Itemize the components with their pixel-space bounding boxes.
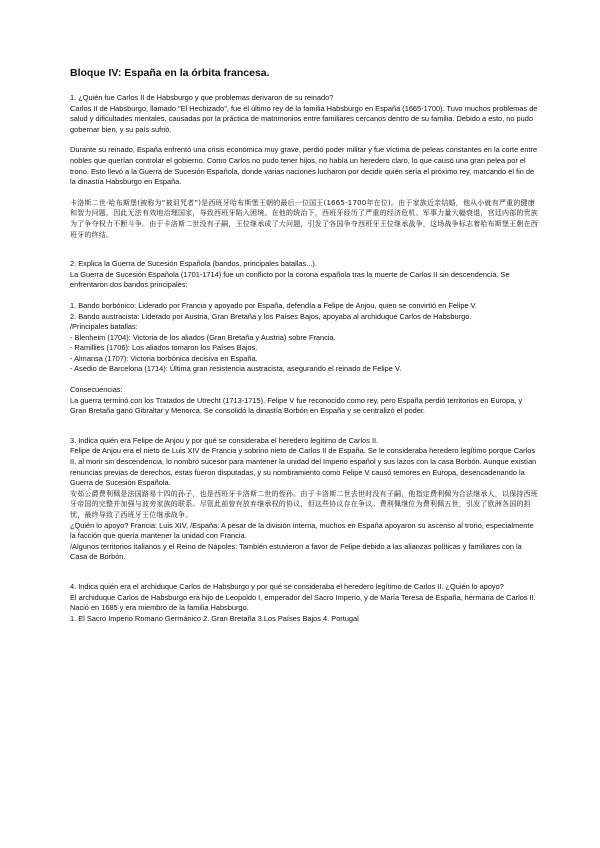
consecuencias-label: Consecuencias: (70, 385, 123, 395)
question-3-apoyo: ¿Quién lo apoyo? Francia: Luis XIV, /España: A pesar de la división interna, muchos en España apoyaron su ascenso al trono, especialmente la facción que quería mantener la unidad con Francia. (70, 520, 534, 541)
batalla-ramillies: - Ramillies (1706): Los aliados tomaron los Países Bajos. (70, 343, 258, 353)
batallas-label: /Principales batallas: (70, 322, 138, 332)
question-3-algunos: /Algunos territorios italianos y el Reino de Nápoles: También estuvieron a favor de Felipe debido a las alianzas políticas y familiares con la Casa de Borbón. (70, 541, 522, 562)
batalla-almansa: - Almansa (1707): Victoria borbónica decisiva en España. (70, 353, 258, 363)
question-3-heading: 3. Indica quién era Felipe de Anjou y por qué se consideraba el heredero legítimo de Carlos II. (70, 435, 379, 445)
question-4-heading: 4. Indica quién era el archiduque Carlos de Habsburgo y por qué se consideraba el heredero legítimo de Carlos II. ¿Quién lo apoyo? (70, 581, 504, 591)
question-1-heading: 1. ¿Quién fue Carlos II de Habsburgo y que problemas derivaron de su reinado? (70, 93, 334, 102)
question-4-paragraph-1: El archiduque Carlos de Habsburgo era hijo de Leopoldo I, emperador del Sacro Imperio, y de María Teresa de España, hermana de Carlos II. Nació en 1685 y era miembro de la familia Habsburgo. (70, 592, 536, 613)
question-2-heading: 2. Explica la Guerra de Sucesión Española (bandos, principales batallas...). (70, 259, 317, 269)
question-3-chinese-paragraph: 安茹公爵费利佩是法国路易十四的孙子，也是西班牙卡洛斯二世的侄孙。由于卡洛斯二世去世时没有子嗣，他指定费利佩为合法继承人，以保持西班牙帝国的完整并加强与波旁家族的联系。尽管此前曾有放弃继承权的协议，但这些协议存在争议。费利佩继位为费利佩五世，引发了欧洲各国的担忧，最终导致了西班牙王位继承战争。 (70, 489, 538, 519)
consecuencias-text: La guerra terminó con los Tratados de Utrecht (1713-1715). Felipe V fue reconocido como rey, pero España perdió territorios en Europa, y Gran Bretaña ganó Gibraltar y Menorca. Se consolidó la dinastía Borbón en España y se centralizó el poder. (70, 395, 523, 416)
batalla-blenheim: - Blenheim (1704): Victoria de los aliados (Gran Bretaña y Austria) sobre Francia. (70, 332, 336, 342)
question-2-section (70, 259, 540, 417)
batalla-barcelona: - Asedio de Barcelona (1714): Última gran resistencia austracista, asegurando el reinado de Felipe V. (70, 364, 402, 374)
question-3-section (70, 436, 540, 563)
question-1-paragraph-1: Carlos II de Habsburgo, llamado "El Hechizado", fue el último rey de la familia Habsburgo en España (1665-1700). Tuvo muchos problemas de salud y dificultades mentales, causadas por la práctica de matrimonios entre familiares cercanos dentro de su familia. Debido a esto, no pudo gobernar bien, y su país sufrió. (70, 103, 538, 134)
question-2-intro: La Guerra de Sucesión Española (1701-1714) fue un conflicto por la corona española tras la muerte de Carlos II sin descendencia. Se enfrentaron dos bandos principales: (70, 269, 510, 290)
document-title: Bloque IV: España en la órbita francesa. (70, 67, 270, 79)
bando-borbonico: 1. Bando borbónico: Liderado por Francia y apoyado por España, defendía a Felipe de Anjou, quien se convirtió en Felipe V. (70, 300, 477, 310)
bando-austracista: 2. Bando austracista: Liderado por Austria, Gran Bretaña y los Países Bajos, apoyaba al archiduque Carlos de Habsburgo. (70, 311, 472, 321)
question-1-paragraph-2: Durante su reinado, España enfrentó una crisis económica muy grave, perdió poder militar y fue víctima de peleas constantes en la corte entre nobles que querían controlar el gobierno. Como Carlos no pudo tener hijos, no había un heredero claro, lo que causó una gran pelea por el trono. Esto llevó a la Guerra de Sucesión Española, donde varias naciones lucharon por decidir quién sería el próximo rey, marcando el fin de la dinastía Habsburgo en España. (70, 145, 538, 187)
question-1-section (70, 93, 540, 240)
question-4-supporters-list: 1. El Sacro Imperio Romano Germánico 2. Gran Bretaña 3.Los Países Bajos 4. Portugal (70, 613, 359, 623)
question-3-paragraph-1: Felipe de Anjou era el nieto de Luis XIV de Francia y sobrino nieto de Carlos II de España. Se le consideraba heredero legítimo porque Carlos II, al morir sin descendencia, lo nombró sucesor para mantener la unidad del Imperio español y sus lazos con la casa Borbón. Aunque existían renuncias previas de derechos, estas fueron disputadas, y su nombramiento como Felipe V causó temores en Europa, desencadenando la Guerra de Sucesión Española. (70, 446, 537, 488)
question-4-section (70, 582, 540, 624)
question-1-chinese-paragraph: 卡洛斯二世·哈布斯堡(被称为“被诅咒者”)是西班牙哈布斯堡王朝的最后一位国王(1665-1700年在位)。由于家族近亲结婚，他从小就有严重的健康和智力问题，因此无法有效地治理国家，导致西班牙陷入困境。在他的统治下，西班牙经历了严重的经济危机、军事力量大幅衰退，宫廷内部的贵族为了争夺权力不断斗争。由于卡洛斯二世没有子嗣，王位继承成了大问题，引发了各国争夺西班牙王位继承战争，这场战争标志着哈布斯堡王朝在西班牙的终结。 (70, 198, 538, 239)
